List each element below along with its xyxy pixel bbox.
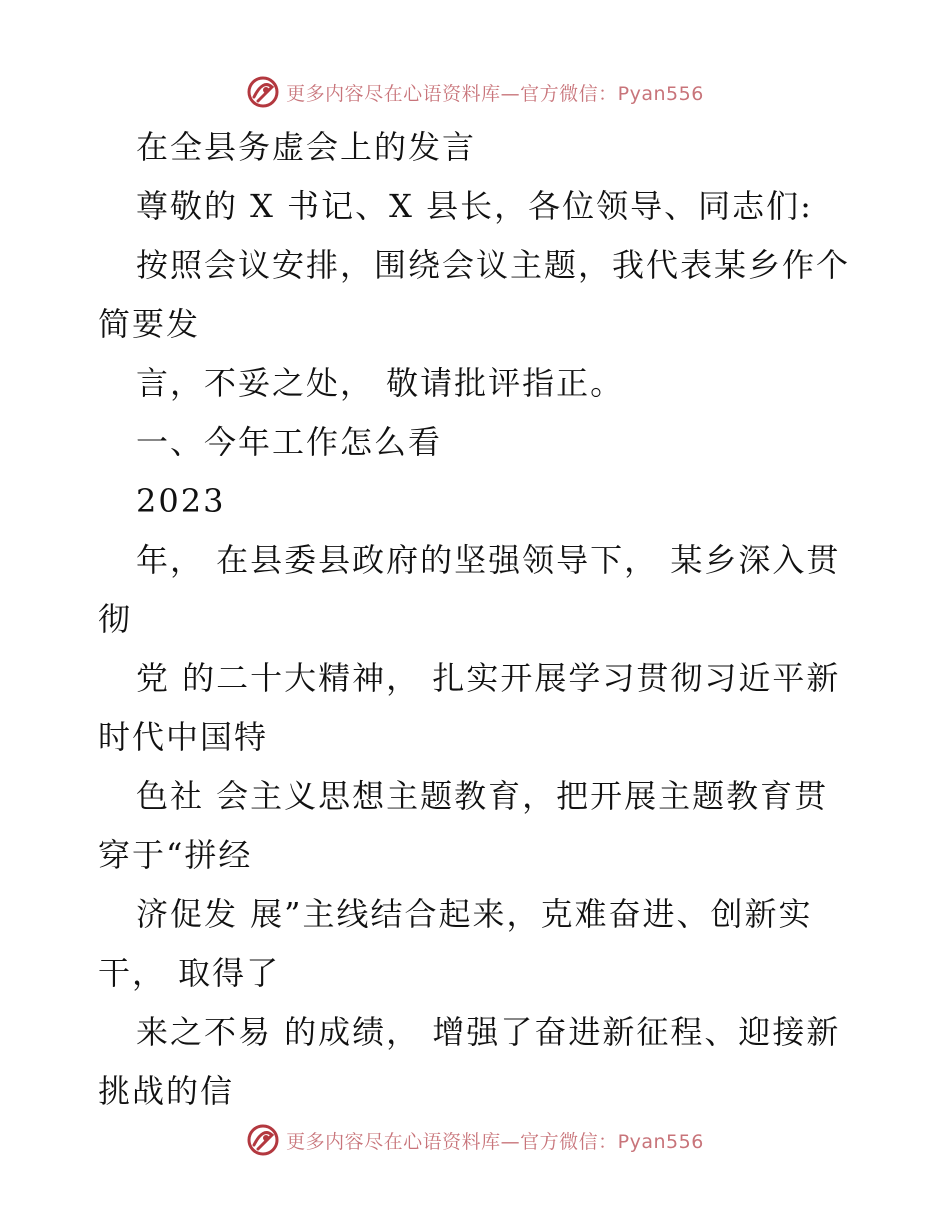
document-line: 穿于“拼经	[98, 836, 253, 874]
document-line: 2023	[136, 482, 226, 520]
watermark-banner-top	[0, 72, 950, 112]
document-line: 时代中国特	[98, 718, 269, 756]
watermark-text: 更多内容尽在心语资料库—官方微信：Pyan556	[286, 82, 704, 105]
document-line: 党 的二十大精神， 扎实开展学习贯彻习近平新	[136, 659, 841, 697]
document-line: 色社 会主义思想主题教育，把开展主题教育贯	[136, 777, 829, 815]
watermark-text: 更多内容尽在心语资料库—官方微信：Pyan556	[286, 1130, 704, 1153]
document-line: 来之不易 的成绩， 增强了奋进新征程、迎接新	[136, 1013, 841, 1051]
document-line: 按照会议安排，围绕会议主题，我代表某乡作个	[136, 246, 851, 284]
document-line: 济促发 展”主线结合起来，克难奋进、创新实	[136, 895, 813, 933]
document-line: 尊敬的 X 书记、X 县长，各位领导、同志们:	[136, 187, 813, 225]
document-line: 彻	[98, 600, 133, 638]
document-line: 年， 在县委县政府的坚强领导下， 某乡深入贯	[136, 541, 841, 579]
document-line: 言，不妥之处， 敬请批评指正。	[136, 364, 625, 402]
watermark-banner-bottom	[0, 1120, 950, 1160]
red-swirl-logo-icon	[246, 1123, 280, 1157]
document-line: 一、今年工作怎么看	[136, 423, 443, 461]
document-line: 简要发	[98, 305, 201, 343]
document-line: 干， 取得了	[98, 954, 281, 992]
document-line: 在全县务虚会上的发言	[136, 128, 477, 166]
document-body	[98, 118, 858, 1121]
red-swirl-logo-icon	[246, 75, 280, 109]
document-line: 挑战的信	[98, 1072, 235, 1110]
